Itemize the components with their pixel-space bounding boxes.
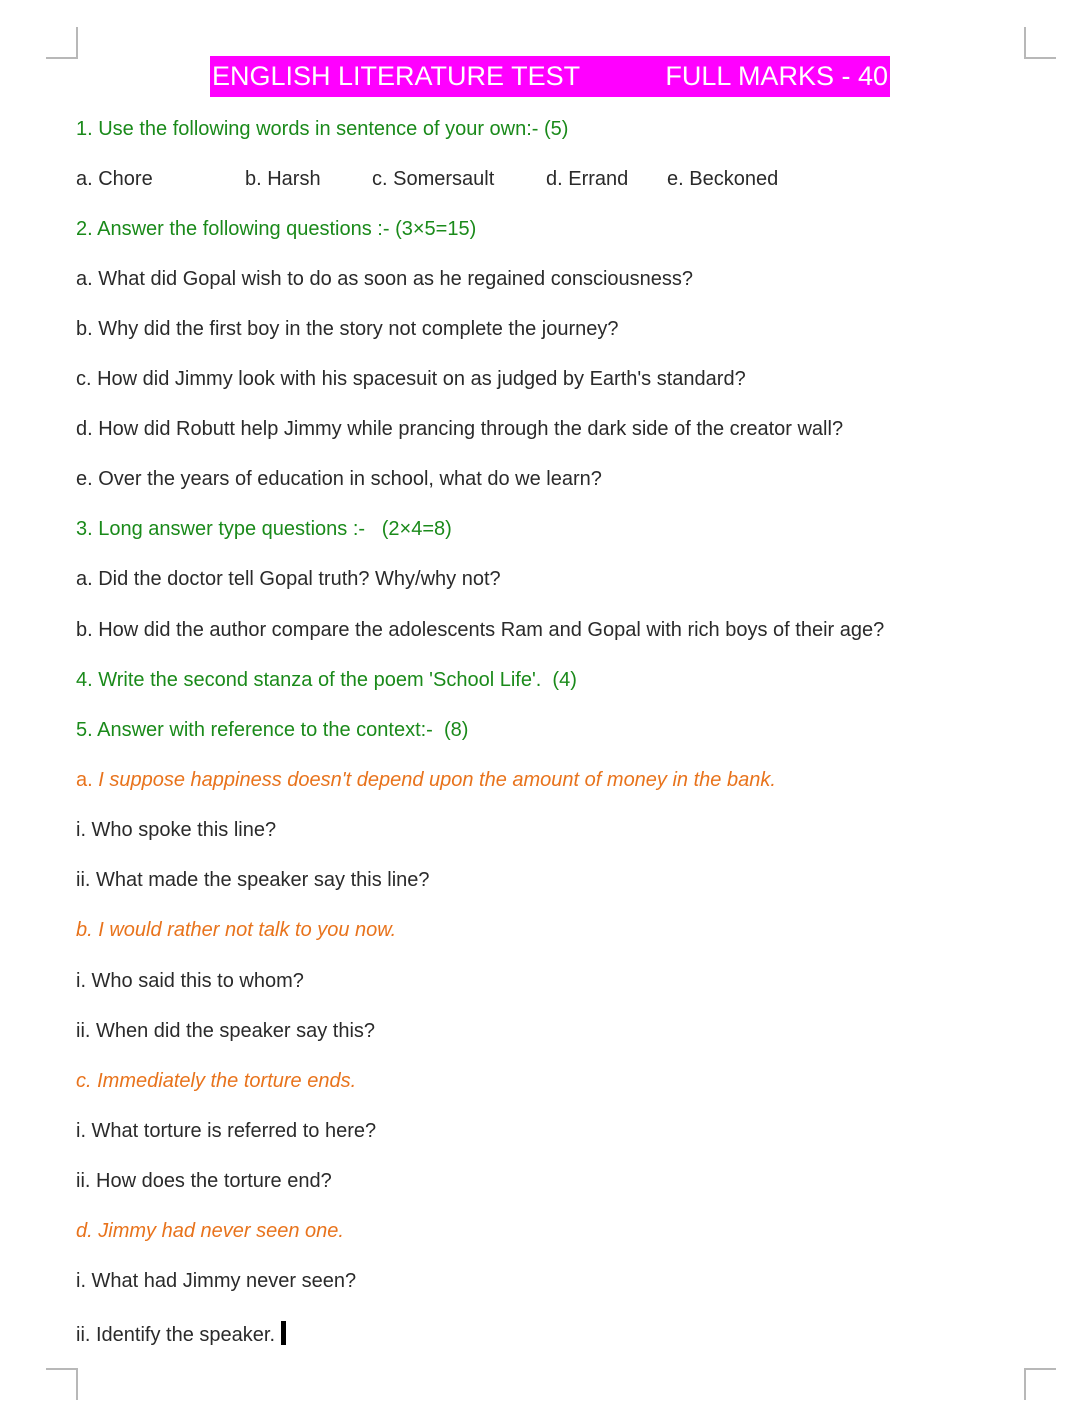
q3-heading: 3. Long answer type questions :- (2×4=8) bbox=[76, 518, 452, 540]
last-line[interactable] bbox=[76, 1321, 286, 1347]
extract-quote: Immediately the torture ends. bbox=[97, 1070, 357, 1092]
extract-quote: I suppose happiness doesn't depend upon the amount of money in the bank. bbox=[98, 769, 776, 791]
sub-question: i. Who said this to whom? bbox=[76, 970, 304, 992]
extract-d bbox=[76, 1220, 344, 1243]
extract-label: c. bbox=[76, 1070, 92, 1092]
question-item: d. How did Robutt help Jimmy while prancing through the dark side of the creator wall? bbox=[76, 418, 844, 440]
word-item: b. Harsh bbox=[245, 168, 321, 190]
extract-c bbox=[76, 1070, 356, 1093]
page-corner-mark bbox=[46, 27, 78, 59]
q5-heading: 5. Answer with reference to the context:- (8) bbox=[76, 719, 469, 741]
test-header bbox=[210, 56, 890, 97]
extract-label: b. bbox=[76, 919, 93, 941]
sub-question: ii. How does the torture end? bbox=[76, 1170, 332, 1192]
sub-question: i. What torture is referred to here? bbox=[76, 1120, 377, 1142]
word-item: c. Somersault bbox=[372, 168, 495, 190]
test-title: ENGLISH LITERATURE TEST bbox=[212, 61, 581, 91]
q1-heading: 1. Use the following words in sentence of your own:- (5) bbox=[76, 118, 569, 140]
page-corner-mark bbox=[46, 1368, 78, 1400]
text-cursor bbox=[281, 1321, 286, 1345]
sub-question: ii. What made the speaker say this line? bbox=[76, 869, 430, 891]
page-corner-mark bbox=[1024, 1368, 1056, 1400]
extract-a bbox=[76, 769, 776, 792]
question-item: b. How did the author compare the adolescents Ram and Gopal with rich boys of their age? bbox=[76, 619, 885, 641]
extract-b bbox=[76, 919, 396, 942]
question-item: c. How did Jimmy look with his spacesuit on as judged by Earth's standard? bbox=[76, 368, 746, 390]
word-item: d. Errand bbox=[546, 168, 629, 190]
extract-quote: I would rather not talk to you now. bbox=[98, 919, 397, 941]
question-item: a. What did Gopal wish to do as soon as he regained consciousness? bbox=[76, 268, 694, 290]
q1-word-list bbox=[76, 168, 976, 192]
q4-heading: 4. Write the second stanza of the poem 'School Life'. (4) bbox=[76, 669, 577, 691]
sub-question: i. What had Jimmy never seen? bbox=[76, 1270, 357, 1292]
sub-question: ii. When did the speaker say this? bbox=[76, 1020, 376, 1042]
word-item: a. Chore bbox=[76, 168, 153, 190]
extract-label: a. bbox=[76, 769, 93, 791]
extract-label: d. bbox=[76, 1220, 93, 1242]
full-marks: FULL MARKS - 40 bbox=[665, 61, 888, 91]
page-corner-mark bbox=[1024, 27, 1056, 59]
question-item: a. Did the doctor tell Gopal truth? Why/why not? bbox=[76, 568, 501, 590]
sub-question: i. Who spoke this line? bbox=[76, 819, 277, 841]
question-item: b. Why did the first boy in the story not complete the journey? bbox=[76, 318, 619, 340]
extract-quote: Jimmy had never seen one. bbox=[98, 1220, 344, 1242]
q2-heading: 2. Answer the following questions :- (3×5=15) bbox=[76, 218, 477, 240]
question-item: e. Over the years of education in school, what do we learn? bbox=[76, 468, 602, 490]
sub-question: ii. Identify the speaker. bbox=[76, 1324, 276, 1346]
word-item: e. Beckoned bbox=[667, 168, 779, 190]
